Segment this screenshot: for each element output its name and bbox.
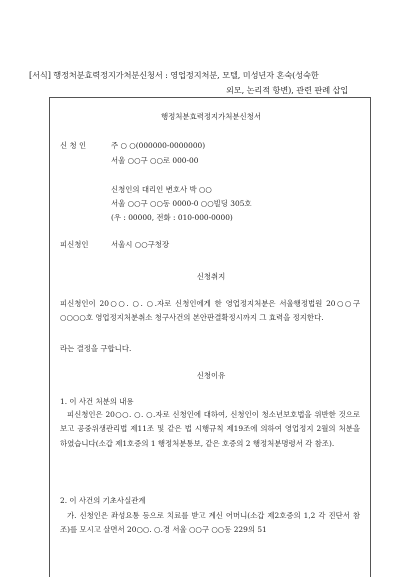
header-line-1: [서식] 행정처분효력정지가처분신청서 : 영업정지처분, 모텔, 미성년자 혼숙(성숙한	[29, 70, 319, 80]
applicant-address: 서울 ○○구 ○○로 000-00	[111, 156, 199, 165]
document-header	[29, 68, 369, 98]
applicant-label: 신 청 인	[60, 141, 87, 150]
agent-line: 신청인의 대리인 변호사 박 ○○	[111, 185, 212, 194]
section-1-title: 1. 이 사건 처분의 내용	[60, 397, 134, 406]
agent-address: 서울 ○○구 ○○동 0000-0 ○○빌딩 305호	[111, 199, 252, 208]
document-title: 행정처분효력정지가처분신청서	[161, 112, 261, 121]
reason-title: 신청이유	[196, 371, 226, 380]
purpose-title: 신청취지	[196, 272, 226, 281]
header-line-2: 외모, 논리적 항변), 관련 판례 삽입	[226, 85, 349, 95]
purpose-body: 피신청인이 20○○. ○. ○.자로 신청인에게 한 영업정지처분은 서울행정법원 20○○구○○○○호 영업정지처분취소 청구사건의 본안판결확정시까지 그 효력을 정지한다.	[60, 299, 360, 323]
section-2-title: 2. 이 사건의 기초사실관계	[60, 496, 146, 505]
applicant-name: 주 ○ ○(000000-0000000)	[111, 141, 206, 150]
agent-contact: (우 : 00000, 전화 : 010-000-0000)	[111, 213, 233, 222]
document-frame	[49, 97, 371, 577]
purpose-ending: 라는 결정을 구합니다.	[60, 344, 132, 353]
respondent-name: 서울시 ○○구청장	[111, 240, 170, 249]
section-1-body: 피신청인은 20○○. ○. ○.자로 신청인에 대하여, 신청인이 청소년보호법을 위반한 것으로 보고 공중위생관리법 제11조 및 같은 법 시행규칙 제19조에 의하여 영업정지 2월의 처분을 하였습니다(소갑 제1호증의 1 행정처분통보, 같은 호증의 2 행정처분명령서 각 참조).	[60, 410, 360, 448]
respondent-label: 피신청인	[60, 240, 89, 249]
section-2-body: 가. 신청인은 좌성요통 등으로 치료를 받고 계신 어머니(소갑 제2호증의 1,2 각 진단서 참조)를 모시고 살면서 20○○. ○.경 서울 ○○구 ○○동 229의 51	[60, 511, 360, 535]
